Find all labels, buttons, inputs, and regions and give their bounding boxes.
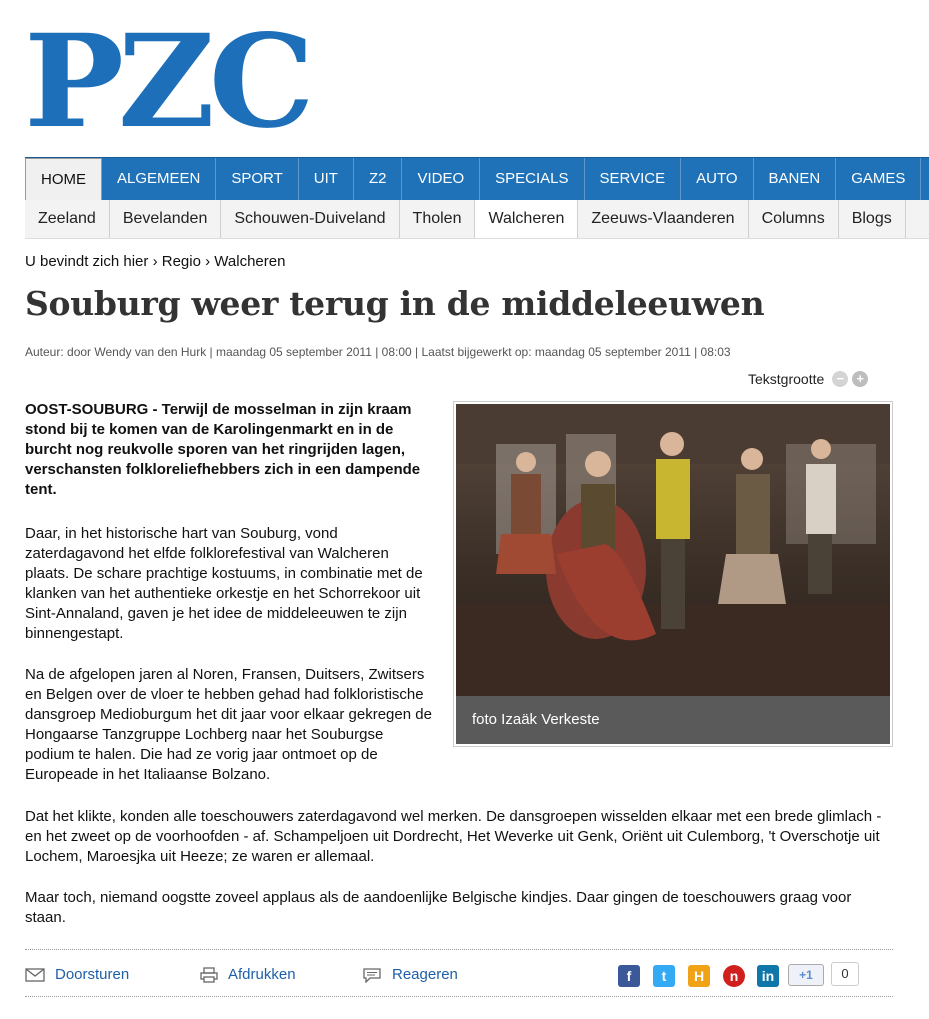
pzc-logo[interactable]: PZC	[24, 7, 309, 157]
print-label: Afdrukken	[228, 966, 296, 983]
breadcrumb-prefix: U bevindt zich hier	[25, 253, 149, 270]
linkedin-icon[interactable]: in	[757, 965, 779, 987]
nav-sport[interactable]: SPORT	[216, 158, 298, 200]
subnav-bevelanden[interactable]: Bevelanden	[110, 200, 222, 238]
comment-icon	[362, 967, 382, 983]
nav-games[interactable]: GAMES	[836, 158, 921, 200]
twitter-icon[interactable]: t	[653, 965, 675, 987]
nav-video[interactable]: VIDEO	[402, 158, 480, 200]
breadcrumb-regio[interactable]: Regio	[161, 253, 201, 270]
breadcrumb-separator: ›	[152, 253, 158, 270]
nav-banen[interactable]: BANEN	[754, 158, 837, 200]
google-plus-button[interactable]: +1	[788, 964, 824, 986]
nav-auto[interactable]: AUTO	[681, 158, 753, 200]
photo-caption: foto Izaäk Verkeste	[456, 696, 890, 744]
google-plus-count: 0	[831, 962, 859, 986]
hyves-icon[interactable]: H	[688, 965, 710, 987]
react-label: Reageren	[392, 966, 458, 983]
react-button[interactable]	[362, 962, 458, 988]
facebook-icon[interactable]: f	[618, 965, 640, 987]
font-size-label: Tekstgrootte	[748, 371, 825, 387]
printer-icon	[200, 967, 218, 983]
subnav-schouwen-duiveland[interactable]: Schouwen-Duiveland	[221, 200, 399, 238]
nav-uit[interactable]: UIT	[299, 158, 354, 200]
divider	[25, 996, 893, 997]
article-paragraph: Na de afgelopen jaren al Noren, Fransen, Duitsers, Zwitsers en Belgen over de vloer te hebben gehad had folkloristische dansgroep Medioburgum het dit jaar voor elkaar gekregen de Hongaarse Tanzgruppe Lochberg naar het Souburgse podium te halen. Die had ze vorig jaar ontmoet op de Europeade in het Italiaanse Bolzano.	[25, 666, 432, 783]
nav-service[interactable]: SERVICE	[585, 158, 682, 200]
envelope-icon	[25, 968, 45, 982]
divider	[25, 949, 893, 950]
subnav-walcheren[interactable]: Walcheren	[475, 200, 578, 238]
dancers-photo	[456, 404, 890, 696]
subnav-zeeuws-vlaanderen[interactable]: Zeeuws-Vlaanderen	[578, 200, 748, 238]
subnav-tholen[interactable]: Tholen	[400, 200, 476, 238]
subnav-zeeland[interactable]: Zeeland	[25, 200, 110, 238]
nujij-icon[interactable]: n	[723, 965, 745, 987]
article-lead: OOST-SOUBURG - Terwijl de mosselman in zijn kraam stond bij te komen van de Karolingenmarkt en in de burcht nog reukvolle sporen van het ringrijden lagen, verschansten folkloreliefhebbers zich in een dampende tent.	[25, 401, 421, 498]
font-decrease-button[interactable]: −	[832, 371, 848, 387]
subnav-blogs[interactable]: Blogs	[839, 200, 906, 238]
sub-navigation	[25, 200, 929, 239]
article-meta: Auteur: door Wendy van den Hurk | maandag 05 september 2011 | 08:00 | Laatst bijgewerkt op: maandag 05 september 2011 | 08:03	[25, 345, 731, 359]
forward-label: Doorsturen	[55, 966, 130, 983]
nav-home[interactable]: HOME	[25, 158, 102, 200]
main-navigation	[25, 157, 929, 200]
breadcrumb	[25, 253, 285, 270]
article-paragraph: Dat het klikte, konden alle toeschouwers zaterdagavond wel merken. De dansgroepen wisselden elkaar met een brede glimlach - en het zweet op de voorhoofden - af. Schampeljoen uit Dordrecht, Het Weverke uit Genk, Oriënt uit Culemborg, 't Overschotje uit Lochem, Maroesjka uit Heeze; ze waren er allemaal.	[25, 808, 882, 865]
breadcrumb-separator: ›	[205, 253, 211, 270]
font-increase-button[interactable]: +	[852, 371, 868, 387]
nav-z2[interactable]: Z2	[354, 158, 403, 200]
print-button[interactable]	[200, 962, 296, 988]
breadcrumb-walcheren[interactable]: Walcheren	[214, 253, 286, 270]
font-size-control	[748, 371, 868, 387]
nav-algemeen[interactable]: ALGEMEEN	[102, 158, 216, 200]
subnav-columns[interactable]: Columns	[749, 200, 839, 238]
article-title: Souburg weer terug in de middeleeuwen	[25, 284, 765, 323]
article-actions	[25, 962, 893, 988]
photo-illustration	[456, 404, 890, 696]
article-paragraph: Maar toch, niemand oogstte zoveel applaus als de aandoenlijke Belgische kindjes. Daar gingen de toeschouwers graag voor staan.	[25, 889, 852, 926]
article-photo[interactable]	[453, 401, 893, 747]
nav-specials[interactable]: SPECIALS	[480, 158, 584, 200]
article-paragraph: Daar, in het historische hart van Souburg, vond zaterdagavond het elfde folklorefestival van Walcheren plaats. De schare prachtige kostuums, in combinatie met de klanken van het authentieke orkestje en het Schorrekoor uit Sint-Annaland, gaven je het idee de middeleeuwen te zijn binnengestapt.	[25, 525, 423, 642]
forward-button[interactable]	[25, 962, 129, 988]
